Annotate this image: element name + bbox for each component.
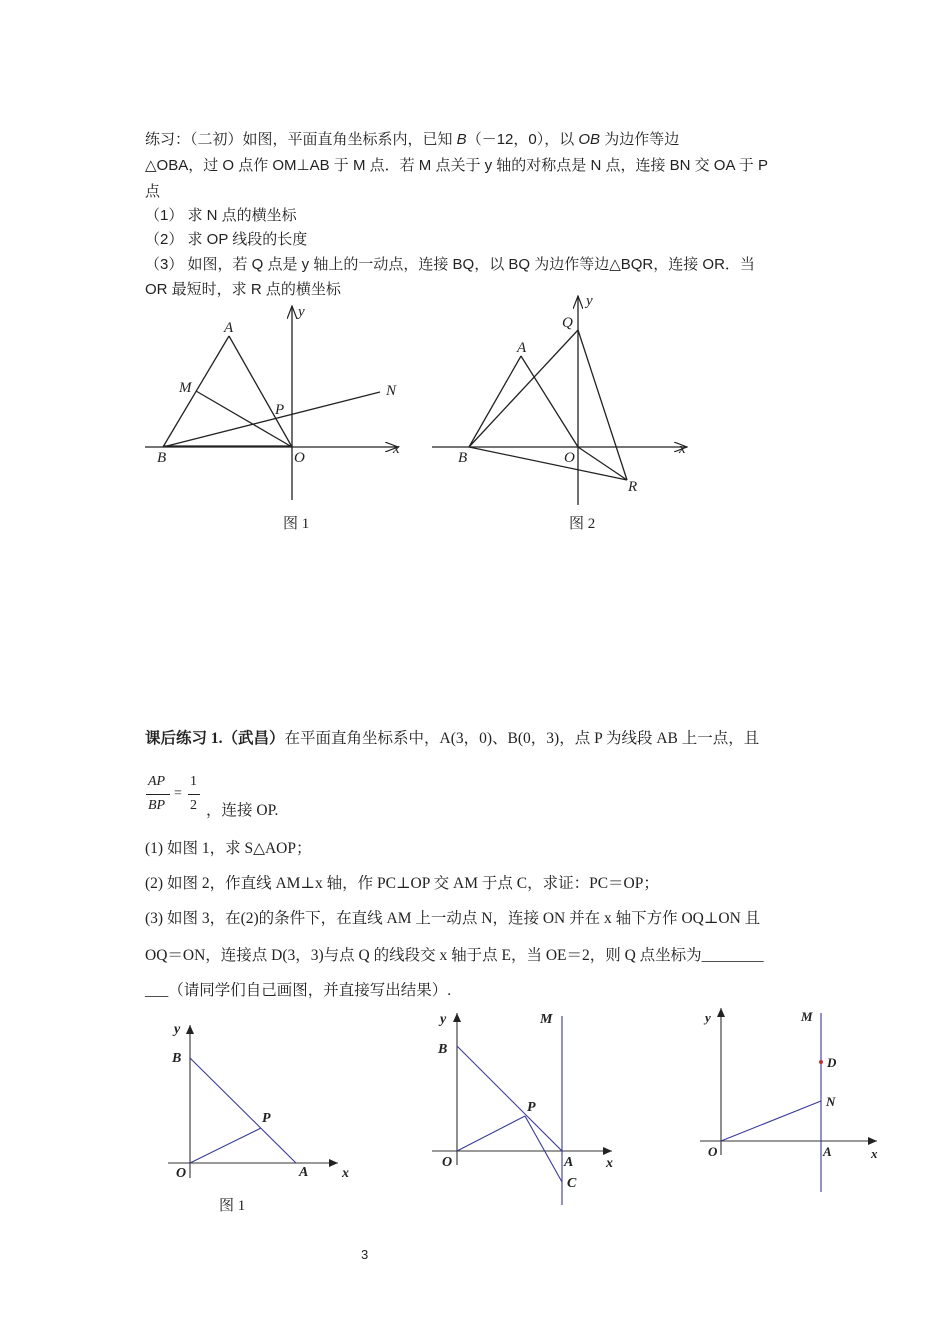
fig3-label-O: O <box>176 1166 187 1181</box>
fig2-side-QR <box>578 330 627 480</box>
figure-5 <box>700 1008 877 1192</box>
fig2-caption: 图 2 <box>569 516 596 532</box>
ex1-line1: 练习：（二初）如图，平面直角坐标系内，已知 B（－12，0），以 OB 为边作等边 <box>145 131 680 148</box>
ex2-intro-line: 课后练习 1.（武昌）在平面直角坐标系中，A(3，0)、B(0，3)，点 P 为线段 AB 上一点，且 <box>145 730 760 747</box>
fig4-label-A: A <box>564 1155 574 1170</box>
ex2-question-1: (1) 如图 1，求 S△AOP； <box>145 840 312 857</box>
fig2-side-AO <box>521 356 578 447</box>
ex2-question-3a: (3) 如图 3，在(2)的条件下，在直线 AM 上一动点 N，连接 ON 并在 x 轴下方作 OQ⊥ON 且 <box>145 910 761 927</box>
fig3-label-y: y <box>174 1022 181 1037</box>
figure-4 <box>432 1013 612 1205</box>
fig3-label-A: A <box>299 1165 309 1180</box>
ex1-line2: △OBA，过 O 点作 OM⊥AB 于 M 点．若 M 点关于 y 轴的对称点是 N 点，连接 BN 交 OA 于 P <box>145 157 768 174</box>
fig4-label-x: x <box>606 1156 613 1171</box>
fig5-label-M: M <box>801 1009 813 1024</box>
fig2-label-Q: Q <box>562 315 573 331</box>
fig2-side-BA <box>469 356 521 447</box>
fig4-label-y: y <box>440 1012 447 1027</box>
fig1-label-N: N <box>386 383 397 399</box>
ex2-question-3c: ___（请同学们自己画图，并直接写出结果）. <box>145 982 452 999</box>
fig5-label-y: y <box>705 1010 711 1025</box>
fig1-label-A: A <box>224 320 234 336</box>
fig1-seg-BN <box>163 392 380 447</box>
fig2-label-O: O <box>564 450 575 466</box>
fig4-label-O: O <box>442 1155 453 1170</box>
fig4-label-C: C <box>567 1176 577 1191</box>
fig4-label-M: M <box>540 1012 553 1027</box>
ex1-question-2: （2） 求 OP 线段的长度 <box>145 231 308 248</box>
fig1-label-O: O <box>294 450 305 466</box>
fig3-label-B: B <box>172 1051 182 1066</box>
fig1-label-y: y <box>298 304 305 320</box>
ex2-fraction: AP BP = 1 2 <box>146 772 206 820</box>
ex1-question-1: （1） 求 N 点的横坐标 <box>145 207 297 224</box>
fig2-label-A: A <box>517 340 527 356</box>
ex1-line3: 点 <box>145 183 161 200</box>
fig5-point-D <box>819 1060 823 1064</box>
fig2-label-x: x <box>679 441 686 457</box>
fig5-label-x: x <box>871 1146 878 1161</box>
figure-3 <box>168 1025 338 1178</box>
fig1-side-AO <box>229 336 292 447</box>
fig4-label-P: P <box>527 1100 536 1115</box>
fig2-label-R: R <box>628 479 638 495</box>
ex2-frac-tail: ，连接 OP. <box>206 802 279 819</box>
fig1-label-P: P <box>275 402 285 418</box>
fig5-label-D: D <box>827 1055 837 1070</box>
ex1-question-3a: （3） 如图，若 Q 点是 y 轴上的一动点，连接 BQ，以 BQ 为边作等边△BQR，连接 OR．当 <box>145 256 755 273</box>
fig1-seg-OM <box>196 391 292 447</box>
fig1-label-x: x <box>393 441 400 457</box>
fig5-label-A: A <box>823 1144 832 1159</box>
fig5-label-N: N <box>826 1094 836 1109</box>
ex2-question-2: (2) 如图 2，作直线 AM⊥x 轴，作 PC⊥OP 交 AM 于点 C，求证：PC＝OP； <box>145 875 659 892</box>
ex2-question-3b: OQ＝ON，连接点 D(3，3)与点 Q 的线段交 x 轴于点 E，当 OE＝2，则 Q 点坐标为________ <box>145 947 764 964</box>
fig5-label-O: O <box>708 1144 718 1159</box>
page-number: 3 <box>361 1247 369 1262</box>
fig2-label-B: B <box>458 450 468 466</box>
fig3-label-x: x <box>342 1166 349 1181</box>
fig4-label-B: B <box>438 1042 448 1057</box>
fig2-label-y: y <box>586 293 593 309</box>
figure-2 <box>432 296 687 505</box>
fig1-caption: 图 1 <box>283 516 310 532</box>
fig1-label-B: B <box>157 450 167 466</box>
fig3-caption: 图 1 <box>219 1198 246 1214</box>
ex2-title: 课后练习 1.（武昌） <box>145 730 285 747</box>
figure-1 <box>145 306 398 500</box>
fig1-label-M: M <box>179 380 192 396</box>
fig3-label-P: P <box>262 1111 271 1126</box>
ex1-question-3b: OR 最短时，求 R 点的横坐标 <box>145 281 341 298</box>
